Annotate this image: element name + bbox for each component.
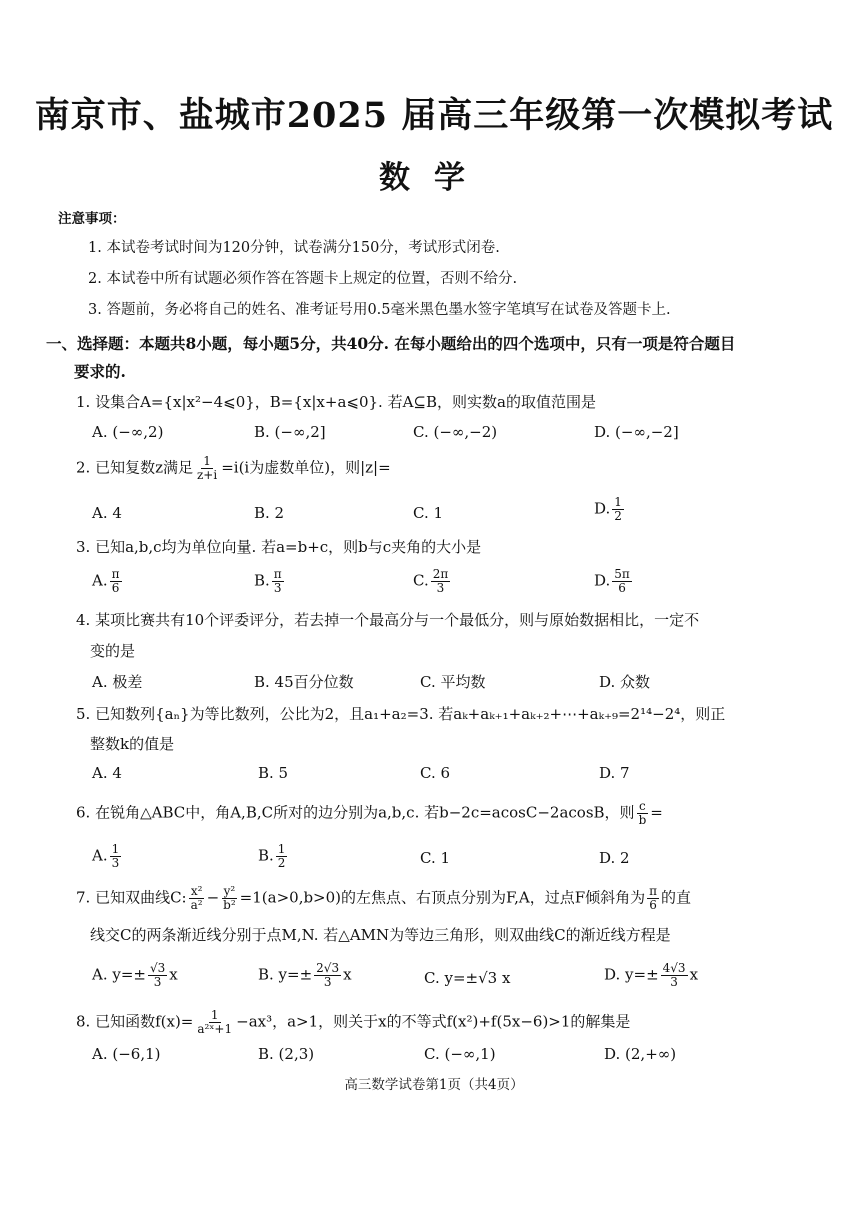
q6-option-d: D. 2	[599, 849, 630, 867]
option-label: C.	[413, 571, 429, 590]
option-frac	[110, 568, 122, 595]
q5-option-a: A. 4	[92, 764, 122, 782]
q5-option-b: B. 5	[258, 764, 289, 782]
q6-option-b	[258, 843, 289, 870]
q4-option-a: A. 极差	[92, 673, 143, 691]
option-label: A. y=±	[92, 965, 146, 984]
section-heading-line2: 要求的.	[74, 362, 126, 381]
option-frac	[314, 962, 341, 989]
question-7-stem-line2: 线交C的两条渐近线分别于点M,N. 若△AMN为等边三角形，则双曲线C的渐近线方程是	[90, 926, 671, 944]
q3-option-b	[254, 568, 286, 595]
option-label: D.	[594, 571, 611, 590]
q1-option-a: A. (−∞,2)	[92, 423, 164, 441]
frac-den: b	[638, 813, 647, 827]
frac-num: c	[639, 799, 646, 813]
q3-option-d	[594, 568, 634, 595]
frac-den: a²	[190, 898, 203, 912]
frac-num: π	[273, 567, 282, 581]
q2-option-a: A. 4	[92, 504, 122, 522]
option-label: B. y=±	[258, 965, 313, 984]
q7-frac-angle	[647, 885, 659, 912]
option-frac	[110, 843, 122, 870]
frac-num: π	[649, 884, 657, 898]
option-var: x	[343, 965, 352, 984]
frac-num: π	[111, 567, 120, 581]
question-1-stem: 1. 设集合A={x|x²−4⩽0}，B={x|x+a⩽0}. 若A⊆B，则实数a的取值范围是	[76, 393, 596, 411]
q7-frac-y	[221, 885, 238, 912]
notes-heading: 注意事项：	[58, 211, 126, 227]
frac-den: b²	[223, 898, 236, 912]
q4-option-b: B. 45百分位数	[254, 673, 354, 691]
section-heading	[46, 330, 806, 386]
q2-frac-den: z+i	[196, 468, 218, 482]
q4-option-d: D. 众数	[599, 673, 651, 691]
q5-option-c: C. 6	[420, 764, 451, 782]
q6-stem-a: 6. 在锐角△ABC中，角A,B,C所对的边分别为a,b,c. 若b−2c=acosC−2acosB，则	[76, 803, 635, 822]
q6-option-a	[92, 843, 123, 870]
q2-fraction	[195, 455, 219, 482]
q1-option-c: C. (−∞,−2)	[413, 423, 498, 441]
option-frac	[431, 568, 451, 595]
q5-option-d: D. 7	[599, 764, 630, 782]
frac-den: 3	[436, 581, 445, 595]
q2-stem-b: =i(i为虚数单位)，则|z|=	[221, 458, 391, 477]
option-label: A.	[92, 846, 108, 865]
q7-option-a	[92, 962, 178, 989]
option-label: B.	[254, 571, 270, 590]
question-6-stem	[76, 800, 663, 827]
option-var: x	[169, 965, 178, 984]
q7-stem-minus: −	[206, 888, 220, 907]
question-3-stem: 3. 已知a,b,c均为单位向量. 若a=b+c，则b与c夹角的大小是	[76, 538, 482, 556]
q2-stem-a: 2. 已知复数z满足	[76, 458, 193, 477]
q7-option-c: C. y=±√3 x	[424, 969, 511, 987]
frac-den: 3	[670, 975, 678, 989]
frac-num: 2π	[432, 567, 449, 581]
option-frac	[272, 568, 284, 595]
option-frac	[148, 962, 167, 989]
frac-num: 1	[277, 842, 286, 856]
exam-title: 南京市、盐城市2025 届高三年级第一次模拟考试	[34, 95, 834, 136]
q6-option-c: C. 1	[420, 849, 451, 867]
option-label: B.	[258, 846, 274, 865]
frac-den: 2	[277, 856, 286, 870]
q2-option-b: B. 2	[254, 504, 285, 522]
q8-stem-b: −ax³，a>1，则关于x的不等式f(x²)+f(5x−6)>1的解集是	[236, 1012, 631, 1031]
frac-den: 6	[649, 898, 657, 912]
option-var: x	[689, 965, 699, 984]
question-5-stem-line2: 整数k的值是	[90, 735, 175, 753]
q3-option-c	[413, 568, 452, 595]
q2-option-d-label: D.	[594, 499, 611, 518]
q6-stem-b: =	[650, 803, 663, 822]
frac-num: 5π	[614, 567, 630, 581]
q7-option-b	[258, 962, 352, 989]
q2-option-d	[594, 496, 626, 523]
question-2-stem	[76, 455, 391, 482]
frac-num: 2√3	[316, 961, 340, 975]
q6-fraction	[637, 800, 649, 827]
q7-stem-a: 7. 已知双曲线C:	[76, 888, 187, 907]
q7-stem-b: =1(a>0,b>0)的左焦点、右顶点分别为F,A，过点F倾斜角为	[239, 888, 646, 907]
note-item: 1. 本试卷考试时间为120分钟，试卷满分150分，考试形式闭卷.	[88, 240, 500, 256]
q3-option-a	[92, 568, 124, 595]
frac-den: 6	[618, 581, 626, 595]
q4-option-c: C. 平均数	[420, 673, 486, 691]
frac-den: 3	[323, 975, 332, 989]
option-frac	[661, 962, 688, 989]
q7-frac-x	[189, 885, 205, 912]
page-footer: 高三数学试卷第1页（共4页）	[344, 1077, 524, 1093]
q8-option-a: A. (−6,1)	[92, 1045, 161, 1063]
option-frac	[276, 843, 288, 870]
question-7-stem-line1	[76, 885, 691, 912]
frac-den: 3	[273, 581, 282, 595]
q2-frac-num: 1	[203, 454, 211, 468]
frac-num: √3	[149, 961, 166, 975]
q2-option-c: C. 1	[413, 504, 444, 522]
frac-den: 2	[614, 509, 622, 523]
section-heading-line1: 一、选择题：本题共8小题，每小题5分，共40分. 在每小题给出的四个选项中，只有一项是符合题目	[46, 334, 736, 353]
q8-stem-a: 8. 已知函数f(x)=	[76, 1012, 194, 1031]
q8-option-c: C. (−∞,1)	[424, 1045, 496, 1063]
q8-option-d: D. (2,+∞)	[604, 1045, 677, 1063]
q8-option-b: B. (2,3)	[258, 1045, 315, 1063]
frac-num: 4√3	[662, 961, 686, 975]
q8-fraction	[195, 1009, 234, 1036]
option-frac	[612, 568, 632, 595]
option-label: D. y=±	[604, 965, 659, 984]
q7-stem-c: 的直	[661, 888, 692, 907]
note-item: 3. 答题前，务必将自己的姓名、准考证号用0.5毫米黑色墨水签字笔填写在试卷及答题卡上.	[88, 302, 671, 318]
question-5-stem-line1: 5. 已知数列{aₙ}为等比数列，公比为2，且a₁+a₂=3. 若aₖ+aₖ₊₁+aₖ₊₂+⋯+aₖ₊₉=2¹⁴−2⁴，则正	[76, 705, 726, 723]
option-label: A.	[92, 571, 108, 590]
q1-option-d: D. (−∞,−2]	[594, 423, 679, 441]
frac-den: a²ˣ+1	[197, 1022, 233, 1036]
q7-option-d	[604, 962, 698, 989]
note-item: 2. 本试卷中所有试题必须作答在答题卡上规定的位置，否则不给分.	[88, 271, 518, 287]
q1-option-b: B. (−∞,2]	[254, 423, 326, 441]
q2-option-d-frac	[612, 496, 624, 523]
question-8-stem	[76, 1009, 630, 1036]
frac-num: 1	[614, 495, 622, 509]
frac-num: x²	[190, 884, 203, 898]
frac-den: 3	[153, 975, 162, 989]
frac-num: 1	[210, 1008, 219, 1022]
subject-title: 数学	[379, 160, 489, 196]
frac-den: 6	[111, 581, 120, 595]
frac-den: 3	[111, 856, 120, 870]
question-4-stem-line2: 变的是	[90, 642, 136, 660]
frac-num: y²	[223, 884, 236, 898]
frac-num: 1	[111, 842, 120, 856]
question-4-stem-line1: 4. 某项比赛共有10个评委评分，若去掉一个最高分与一个最低分，则与原始数据相比，一定不	[76, 611, 700, 629]
